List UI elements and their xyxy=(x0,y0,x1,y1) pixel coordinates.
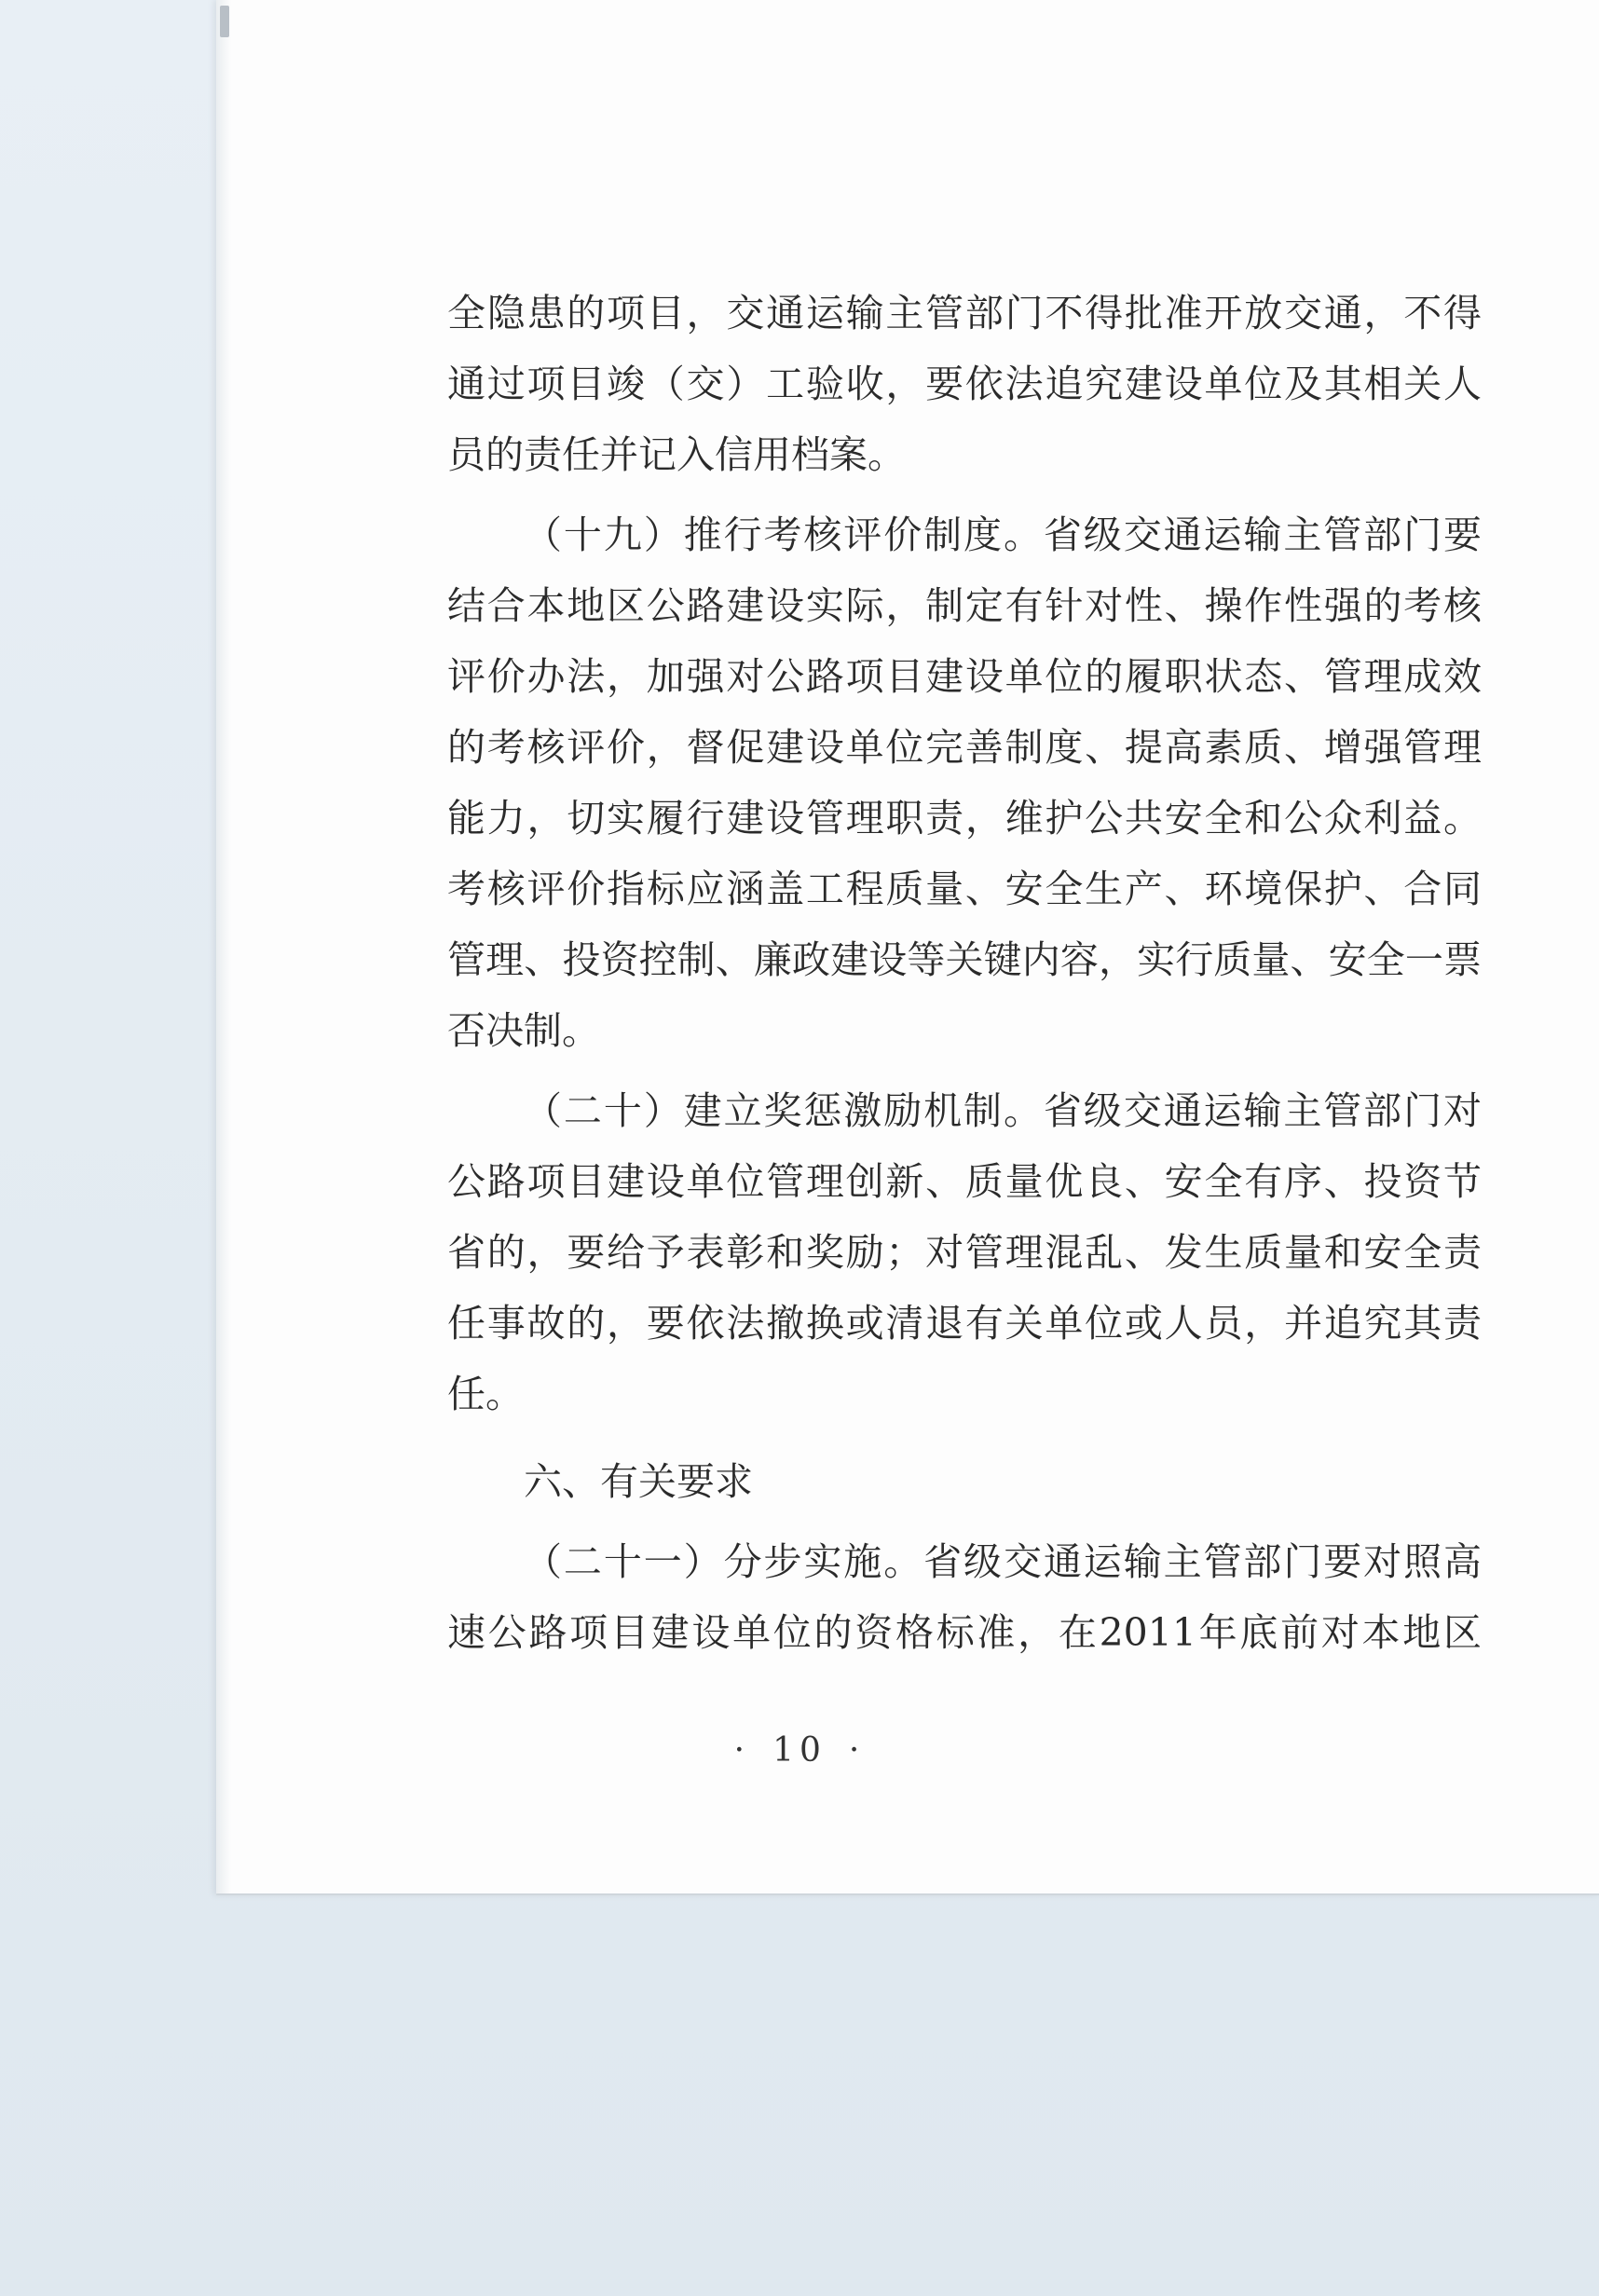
text-line: 结合本地区公路建设实际，制定有针对性、操作性强的考核 xyxy=(447,583,1482,628)
text-line: 公路项目建设单位管理创新、质量优良、安全有序、投资节 xyxy=(447,1159,1482,1204)
text-line: 评价办法，加强对公路项目建设单位的履职状态、管理成效 xyxy=(447,654,1482,699)
staple-mark xyxy=(220,6,229,37)
page-edge-shadow xyxy=(216,0,231,1893)
page-number-dot-right: · xyxy=(848,1731,866,1770)
page-number xyxy=(0,1731,1599,1770)
text-line: 全隐患的项目，交通运输主管部门不得批准开放交通，不得 xyxy=(447,291,1482,335)
text-line: 员的责任并记入信用档案。 xyxy=(447,432,906,477)
page-number-dot-left: · xyxy=(733,1731,751,1770)
text-line: 考核评价指标应涵盖工程质量、安全生产、环境保护、合同 xyxy=(447,867,1482,911)
text-line: 能力，切实履行建设管理职责，维护公共安全和公众利益。 xyxy=(447,796,1482,840)
section-heading: 六、有关要求 xyxy=(524,1459,753,1504)
text-line: 速公路项目建设单位的资格标准，在2011年底前对本地区 xyxy=(447,1610,1482,1655)
paragraph-start-line: （二十）建立奖惩激励机制。省级交通运输主管部门对 xyxy=(524,1088,1482,1133)
text-line: 否决制。 xyxy=(447,1008,600,1053)
text-line: 省的，要给予表彰和奖励；对管理混乱、发生质量和安全责 xyxy=(447,1230,1482,1275)
text-line: 的考核评价，督促建设单位完善制度、提高素质、增强管理 xyxy=(447,725,1482,770)
text-line: 任。 xyxy=(447,1372,524,1416)
paragraph-start-line: （二十一）分步实施。省级交通运输主管部门要对照高 xyxy=(524,1539,1482,1584)
paragraph-start-line: （十九）推行考核评价制度。省级交通运输主管部门要 xyxy=(524,512,1482,557)
text-line: 任事故的，要依法撤换或清退有关单位或人员，并追究其责 xyxy=(447,1301,1482,1346)
page-number-value: 10 xyxy=(772,1731,827,1770)
text-line: 通过项目竣（交）工验收，要依法追究建设单位及其相关人 xyxy=(447,362,1482,406)
body-text xyxy=(447,278,1482,1668)
text-line: 管理、投资控制、廉政建设等关键内容，实行质量、安全一票 xyxy=(447,937,1482,982)
